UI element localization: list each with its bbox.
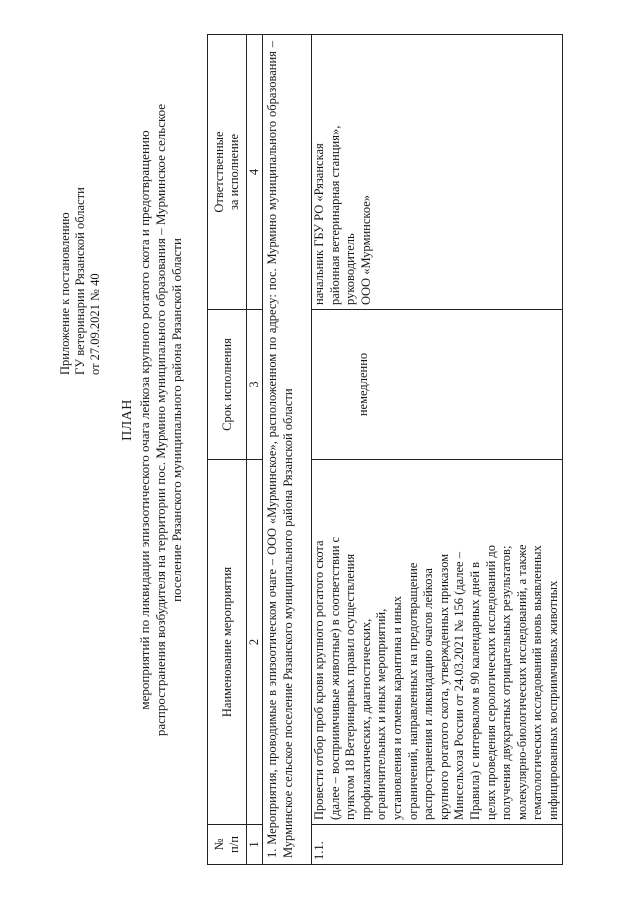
table-header-row <box>208 35 247 865</box>
row-resp: начальник ГБУ РО «Рязанская районная ветеринарная станция», руководитель ООО «Мурминское» <box>312 35 563 310</box>
header-num: № п/п <box>208 825 247 865</box>
row-term: немедленно <box>356 352 370 417</box>
plan-description-line-3: поселение Рязанского муниципального района Рязанской области <box>169 238 184 602</box>
header-resp: Ответственные за исполнение <box>208 35 247 310</box>
plan-description <box>137 35 185 805</box>
col-number-2: 2 <box>247 460 263 825</box>
section-title: 1. Мероприятия, проводимые в эпизоотическом очаге – ООО «Мурминское», расположенном по адресу: пос. Мурмино муниципального образования – Мурминское сельское поселение Рязанского муниципального района Рязанской области <box>263 35 312 865</box>
plan-heading: ПЛАН <box>120 399 135 441</box>
row-name: Провести отбор проб крови крупного рогатого скота (далее – восприимчивые животные) в соответствии с пунктом 18 Ветеринарных правил осуществления профилактических, диагностических, ограничительных и иных мероприятий, установления и отмены карантина и иных ограничений, направленных на предотвращение распространения и ликвидацию очагов лейкоза крупного рогатого скота, утвержденных приказом Минсельхоза России от 24.03.2021 № 156 (далее – Правила) с интервалом в 90 календарных дней в целях проведения серологических исследований до получения двукратных отрицательных результатов; молекулярно-биологических исследований, а также гематологических исследований вновь выявленных инфицированных восприимчивых животных <box>312 460 563 825</box>
section-row <box>263 35 312 865</box>
plan-description-line-1: мероприятий по ликвидации эпизоотического очага лейкоза крупного рогатого скота и предотвращению <box>137 130 152 710</box>
col-number-4: 4 <box>247 35 263 310</box>
col-number-3: 3 <box>247 310 263 460</box>
annex-line-1: Приложение к постановлению <box>58 212 72 375</box>
plan-description-line-2: распространения возбудителя на территории пос. Мурмино муниципального образования – Мурминское сельское <box>153 103 168 737</box>
col-number-1: 1 <box>247 825 263 865</box>
row-term-cell <box>312 310 563 460</box>
table-row <box>312 35 563 865</box>
column-number-row <box>247 35 263 865</box>
header-term: Срок исполнения <box>208 310 247 460</box>
annex-line-2: ГУ ветеринарии Рязанской области <box>73 187 87 375</box>
annex-block <box>58 75 103 375</box>
row-num: 1.1. <box>312 825 563 865</box>
plan-table <box>207 34 563 865</box>
annex-line-3: от 27.09.2021 № 40 <box>88 273 102 375</box>
header-name: Наименование мероприятия <box>208 460 247 825</box>
